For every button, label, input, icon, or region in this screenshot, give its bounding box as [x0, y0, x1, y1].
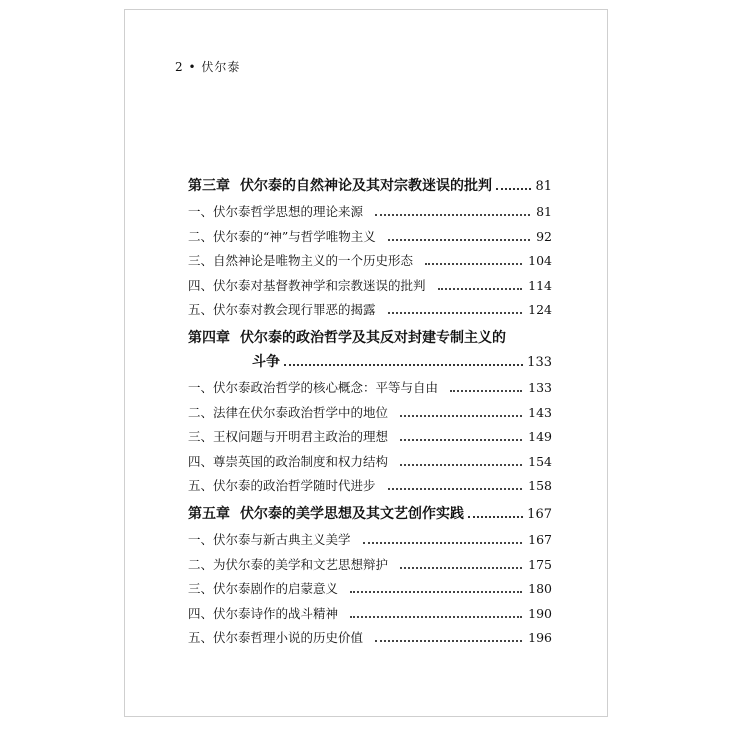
chapter-number: 第四章: [188, 330, 230, 346]
leader-dots: [450, 390, 522, 392]
leader-dots: [468, 516, 523, 518]
chapter-title: 伏尔泰的自然神论及其对宗教迷误的批判: [240, 178, 492, 194]
section-page-number: 149: [528, 429, 552, 444]
chapter-heading[interactable]: [188, 505, 552, 524]
section-title: 四、尊崇英国的政治制度和权力结构: [188, 453, 389, 469]
chapter-title-continued: 斗争: [252, 354, 280, 370]
leader-dots: [363, 542, 523, 544]
toc-entry[interactable]: [188, 630, 552, 646]
leader-dots: [388, 488, 523, 490]
running-head: 2 • 伏尔泰: [175, 60, 241, 74]
toc-entry[interactable]: [188, 454, 552, 470]
chapter-page-number: 81: [535, 179, 552, 194]
section-title: 二、伏尔泰的“神”与哲学唯物主义: [188, 228, 376, 244]
toc-entry[interactable]: [188, 478, 552, 494]
section-page-number: 124: [528, 302, 552, 317]
section-title: 五、伏尔泰哲理小说的历史价值: [188, 630, 364, 645]
chapter-number: 第五章: [188, 506, 230, 522]
toc-entry[interactable]: [188, 302, 552, 318]
section-page-number: 167: [528, 532, 552, 547]
section-title: 三、伏尔泰剧作的启蒙意义: [188, 581, 339, 596]
chapter-page-number: 133: [527, 355, 552, 370]
leader-dots: [425, 263, 522, 265]
leader-dots: [438, 288, 523, 290]
section-page-number: 180: [528, 581, 552, 596]
section-title: 三、王权问题与开明君主政治的理想: [188, 429, 389, 444]
chapter-4: [188, 329, 552, 494]
toc-entry[interactable]: [188, 380, 552, 396]
toc-entry[interactable]: [188, 581, 552, 597]
section-title: 五、伏尔泰对教会现行罪恶的揭露: [188, 302, 376, 317]
section-title: 一、伏尔泰政治哲学的核心概念：平等与自由: [188, 380, 439, 395]
section-page-number: 143: [528, 404, 552, 420]
toc-entry[interactable]: [188, 204, 552, 220]
leader-dots: [400, 567, 522, 569]
section-page-number: 104: [528, 253, 552, 268]
book-page: [124, 9, 608, 717]
section-title: 四、伏尔泰对基督教神学和宗教迷误的批判: [188, 277, 426, 293]
leader-dots: [388, 312, 523, 314]
chapter-heading[interactable]: [188, 329, 552, 372]
chapter-page-number: 167: [527, 507, 552, 522]
leader-dots: [400, 415, 522, 417]
leader-dots: [375, 640, 522, 642]
leader-dots: [284, 364, 523, 366]
leader-dots: [350, 616, 522, 618]
toc-entry[interactable]: [188, 229, 552, 245]
toc-entry[interactable]: [188, 278, 552, 294]
section-page-number: 81: [536, 204, 552, 219]
leader-dots: [400, 439, 522, 441]
chapter-5: [188, 505, 552, 646]
section-title: 二、法律在伏尔泰政治哲学中的地位: [188, 404, 389, 420]
section-title: 五、伏尔泰的政治哲学随时代进步: [188, 478, 376, 493]
table-of-contents: [188, 177, 552, 657]
leader-dots: [388, 239, 530, 241]
section-page-number: 196: [528, 630, 552, 645]
chapter-title: 伏尔泰的政治哲学及其反对封建专制主义的: [240, 330, 506, 346]
section-title: 二、为伏尔泰的美学和文艺思想辩护: [188, 556, 389, 572]
chapter-number: 第三章: [188, 178, 230, 194]
toc-entry[interactable]: [188, 405, 552, 421]
section-page-number: 175: [528, 556, 552, 572]
toc-entry[interactable]: [188, 606, 552, 622]
section-page-number: 133: [528, 380, 552, 395]
section-page-number: 92: [536, 228, 552, 244]
chapter-3: [188, 177, 552, 318]
section-page-number: 158: [528, 478, 552, 493]
leader-dots: [375, 214, 530, 216]
section-page-number: 190: [528, 605, 552, 621]
chapter-title: 伏尔泰的美学思想及其文艺创作实践: [240, 506, 464, 522]
section-page-number: 114: [528, 277, 552, 293]
chapter-heading[interactable]: [188, 177, 552, 196]
toc-entry[interactable]: [188, 429, 552, 445]
toc-entry[interactable]: [188, 532, 552, 548]
toc-entry[interactable]: [188, 253, 552, 269]
section-title: 一、伏尔泰与新古典主义美学: [188, 532, 351, 547]
section-page-number: 154: [528, 453, 552, 469]
leader-dots: [350, 591, 522, 593]
leader-dots: [496, 188, 531, 190]
leader-dots: [400, 464, 522, 466]
section-title: 三、自然神论是唯物主义的一个历史形态: [188, 253, 414, 268]
section-title: 四、伏尔泰诗作的战斗精神: [188, 605, 339, 621]
section-title: 一、伏尔泰哲学思想的理论来源: [188, 204, 364, 219]
toc-entry[interactable]: [188, 557, 552, 573]
